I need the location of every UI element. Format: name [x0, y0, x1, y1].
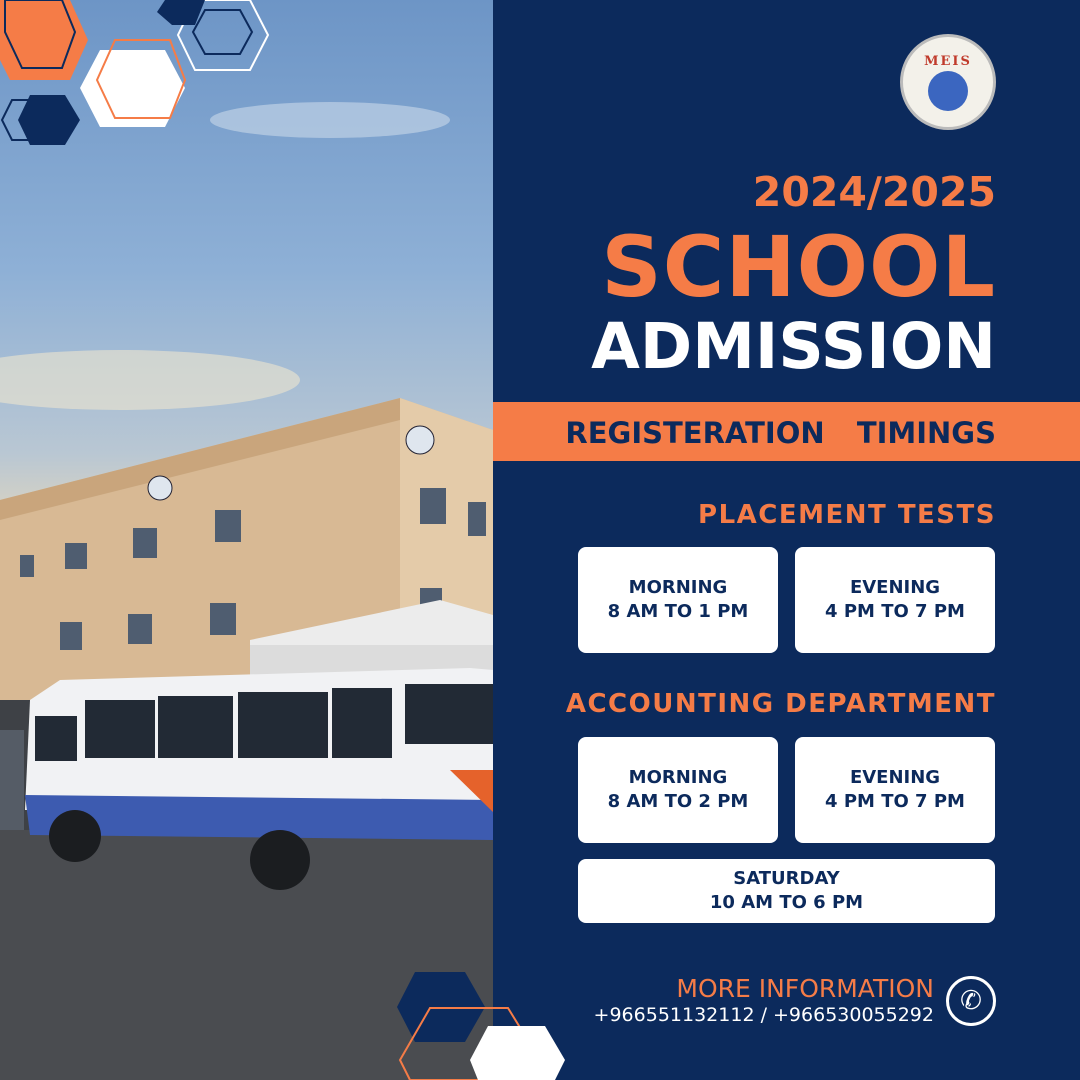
more-information-heading: MORE INFORMATION: [676, 974, 934, 1003]
accounting-evening-card: [795, 737, 995, 843]
registration-banner-text: REGISTERATION TIMINGS: [565, 416, 996, 450]
slot-label: EVENING: [849, 577, 941, 598]
slot-label: EVENING: [849, 767, 941, 788]
slot-time: 4 PM TO 7 PM: [825, 601, 965, 622]
placement-evening-card: [795, 547, 995, 653]
accounting-morning-card: [578, 737, 778, 843]
orange-triangle-accent: [450, 770, 493, 812]
accounting-saturday-card: [578, 859, 995, 923]
logo-text: MEIS: [924, 53, 972, 69]
phone-numbers[interactable]: +966551132112 / +966530055292: [593, 1004, 934, 1026]
school-logo: [900, 34, 996, 130]
accounting-heading: ACCOUNTING DEPARTMENT: [565, 689, 996, 719]
slot-label: MORNING: [628, 767, 728, 788]
academic-year: 2024/2025: [752, 168, 996, 216]
slot-label: MORNING: [628, 577, 728, 598]
title-admission: ADMISSION: [591, 310, 996, 383]
slot-time: 4 PM TO 7 PM: [825, 791, 965, 812]
slot-label: SATURDAY: [733, 868, 840, 889]
slot-time: 8 AM TO 2 PM: [607, 791, 749, 812]
phone-icon: ✆: [946, 976, 996, 1026]
slot-time: 8 AM TO 1 PM: [607, 601, 749, 622]
placement-tests-heading: PLACEMENT TESTS: [698, 500, 996, 530]
placement-morning-card: [578, 547, 778, 653]
logo-globe-icon: [928, 71, 968, 111]
slot-time: 10 AM TO 6 PM: [709, 892, 864, 913]
title-school: SCHOOL: [601, 218, 996, 316]
school-building-photo: [0, 0, 493, 1080]
